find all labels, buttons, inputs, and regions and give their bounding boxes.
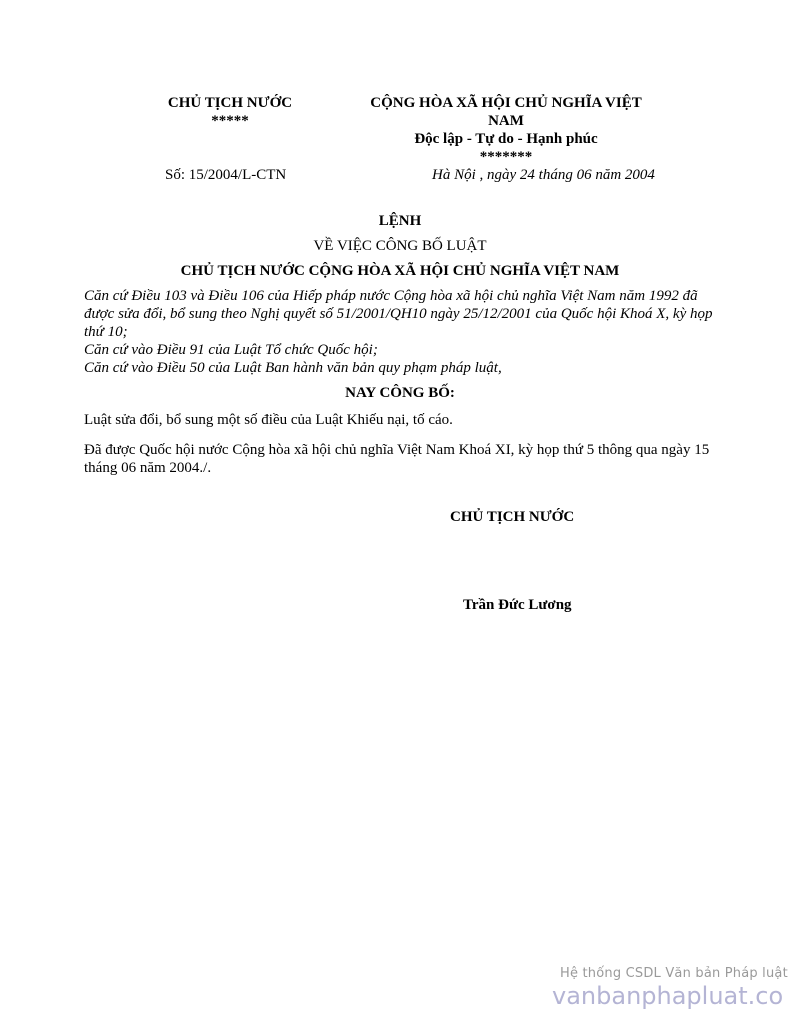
document-title: LỆNH — [378, 213, 422, 229]
national-header — [360, 94, 652, 166]
issuer-title: CHỦ TỊCH NƯỚC — [167, 95, 293, 111]
national-motto: Độc lập - Tự do - Hạnh phúc — [414, 131, 598, 147]
document-date: Hà Nội , ngày 24 tháng 06 năm 2004 — [432, 167, 655, 183]
issuer-stars: ***** — [211, 113, 249, 129]
legal-basis-item: Căn cứ vào Điều 91 của Luật Tổ chức Quốc hội; — [84, 342, 378, 358]
legal-basis-item: Căn cứ vào Điều 50 của Luật Ban hành văn bản quy phạm pháp luật, — [84, 360, 502, 376]
legal-basis — [84, 287, 724, 377]
document-number: Số: 15/2004/L-CTN — [165, 167, 287, 183]
country-name-line1: CỘNG HÒA XÃ HỘI CHỦ NGHĨA VIỆT — [370, 95, 642, 111]
law-name-paragraph: Luật sửa đổi, bổ sung một số điều của Luật Khiếu nại, tố cáo. — [84, 412, 453, 428]
issuing-authority: CHỦ TỊCH NƯỚC CỘNG HÒA XÃ HỘI CHỦ NGHĨA VIỆT NAM — [180, 263, 620, 279]
adoption-paragraph: Đã được Quốc hội nước Cộng hòa xã hội chủ nghĩa Việt Nam Khoá XI, kỳ họp thứ 5 thông qua ngày 15 tháng 06 năm 2004./. — [84, 442, 710, 476]
country-name-line2: NAM — [488, 113, 524, 129]
legal-basis-item: Căn cứ Điều 103 và Điều 106 của Hiếp pháp nước Cộng hòa xã hội chủ nghĩa Việt Nam năm 1992 đã được sửa đổi, bổ sung theo Nghị quyết số 51/2001/QH10 ngày 25/12/2001 của Quốc hội Khoá X, kỳ họp thứ 10; — [84, 288, 713, 340]
signer-name: Trần Đức Lương — [463, 597, 572, 613]
watermark-caption: Hệ thống CSDL Văn bản Pháp luật — [560, 966, 788, 981]
watermark-site: vanbanphapluat.co — [552, 982, 784, 1010]
signature-title: CHỦ TỊCH NƯỚC — [450, 509, 575, 525]
proclamation-heading: NAY CÔNG BỐ: — [345, 385, 455, 401]
motto-stars: ******* — [479, 149, 533, 165]
document-subtitle: VỀ VIỆC CÔNG BỐ LUẬT — [313, 238, 487, 254]
issuer-block — [140, 94, 320, 130]
